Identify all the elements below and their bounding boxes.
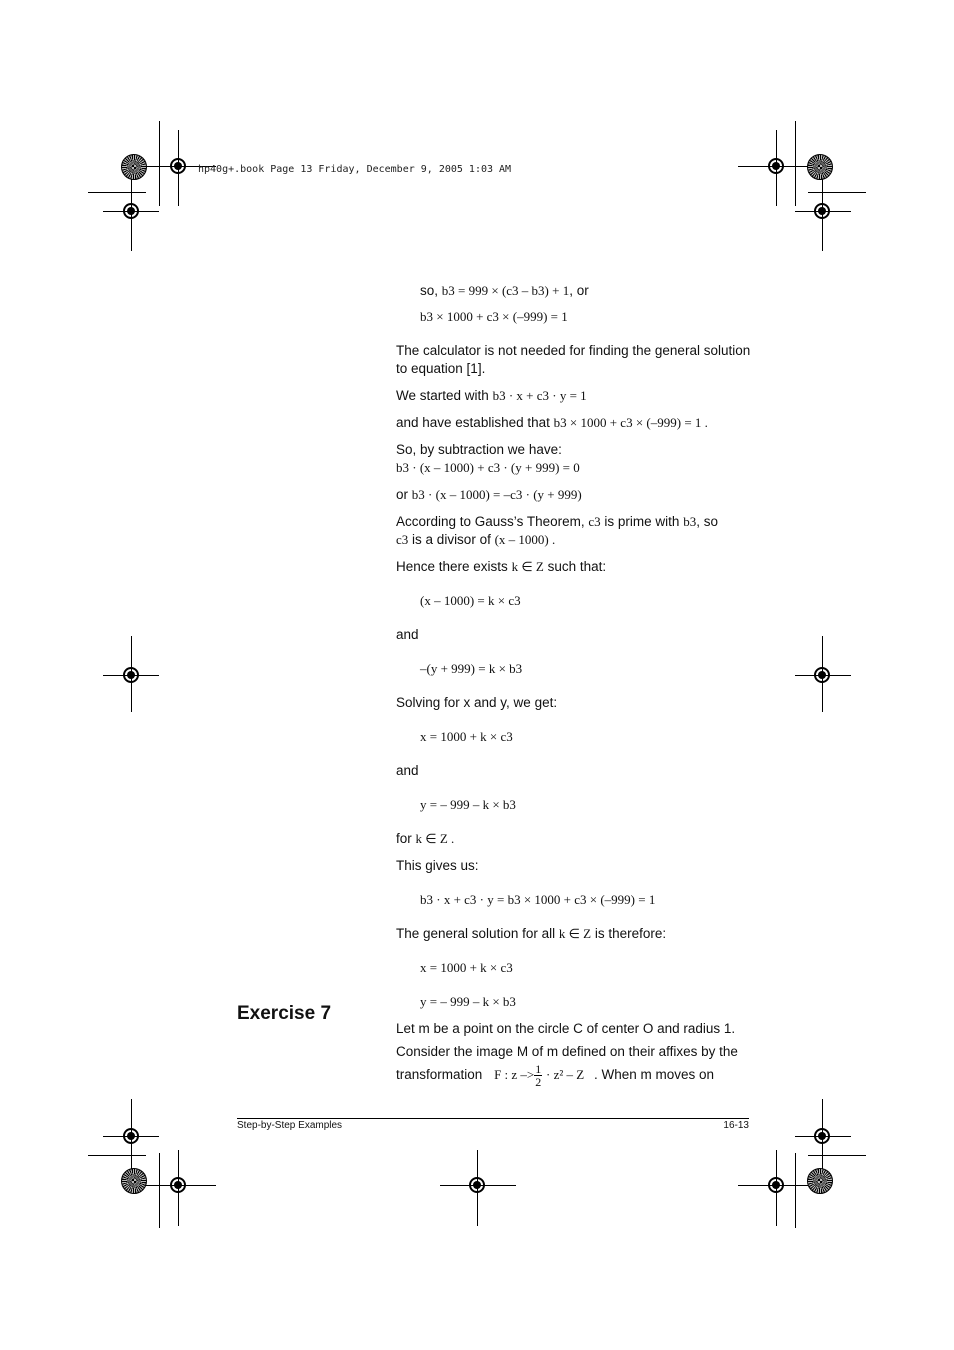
text: such that: [547,559,607,574]
math-symbol: c3 [396,532,409,547]
text: Solving for x and y, we get: [396,695,558,710]
exercise-text [396,1017,756,1088]
text: and [396,627,419,642]
text: Let m be a point on the circle C of center O and radius 1. [396,1021,736,1036]
text: transformation [396,1067,483,1083]
equation: b3 · x + c3 · y = b3 × 1000 + c3 × (–999) = 1 [420,892,656,907]
fraction-numerator: 1 [535,1062,542,1076]
text: , so [696,514,718,529]
paragraph: The calculator is not needed for finding the general solution to equation [1]. [396,343,751,376]
page-number: 16-13 [723,1120,749,1131]
footer-rule [237,1118,749,1119]
equation: b3 · x + c3 · y = 1 [492,388,587,403]
text: This gives us: [396,858,479,873]
footer-section-title: Step-by-Step Examples [237,1120,343,1131]
equation: b3 · (x – 1000) + c3 · (y + 999) = 0 [396,460,580,475]
equation: y = – 999 – k × b3 [420,994,516,1009]
fraction [534,1063,542,1088]
math-symbol: c3 [588,514,601,529]
equation: · z² – Z [546,1067,585,1083]
equation: –(y + 999) = k × b3 [420,661,523,676]
section-heading: Exercise 7 [237,1003,332,1024]
text: Consider the image M of m defined on their affixes by the [396,1044,738,1059]
equation: b3 · (x – 1000) = –c3 · (y + 999) [411,487,582,502]
text: The general solution for all [396,926,556,941]
equation: x = 1000 + k × c3 [420,960,513,975]
equation: b3 × 1000 + c3 × (–999) = 1 [420,309,568,324]
text: According to Gauss’s Theorem, [396,514,585,529]
text: and [396,763,419,778]
text: and have established that [396,415,550,430]
text: , or [569,283,589,298]
text: We started with [396,388,489,403]
text: Hence there exists [396,559,508,574]
equation: (x – 1000) . [494,532,556,547]
text: or [396,487,409,502]
equation: y = – 999 – k × b3 [420,797,516,812]
equation: k ∈ Z [558,926,592,941]
equation: (x – 1000) = k × c3 [420,593,521,608]
equation: b3 × 1000 + c3 × (–999) = 1 . [553,415,708,430]
main-content [396,282,756,1020]
text: is prime with [604,514,680,529]
equation: F : z –> [494,1067,535,1083]
equation: k ∈ Z . [415,831,455,846]
fraction-denominator: 2 [535,1075,542,1089]
text: so, [420,283,439,298]
text: . When m moves on [593,1067,715,1083]
text: for [396,831,412,846]
math-symbol: b3 [683,514,697,529]
print-header: hp40g+.book Page 13 Friday, December 9, 2005 1:03 AM [198,164,512,175]
equation: b3 = 999 × (c3 – b3) + 1 [441,283,570,298]
text: is a divisor of [412,532,491,547]
equation: x = 1000 + k × c3 [420,729,513,744]
text: is therefore: [594,926,667,941]
equation: k ∈ Z [511,559,544,574]
text: So, by subtraction we have: [396,442,562,457]
